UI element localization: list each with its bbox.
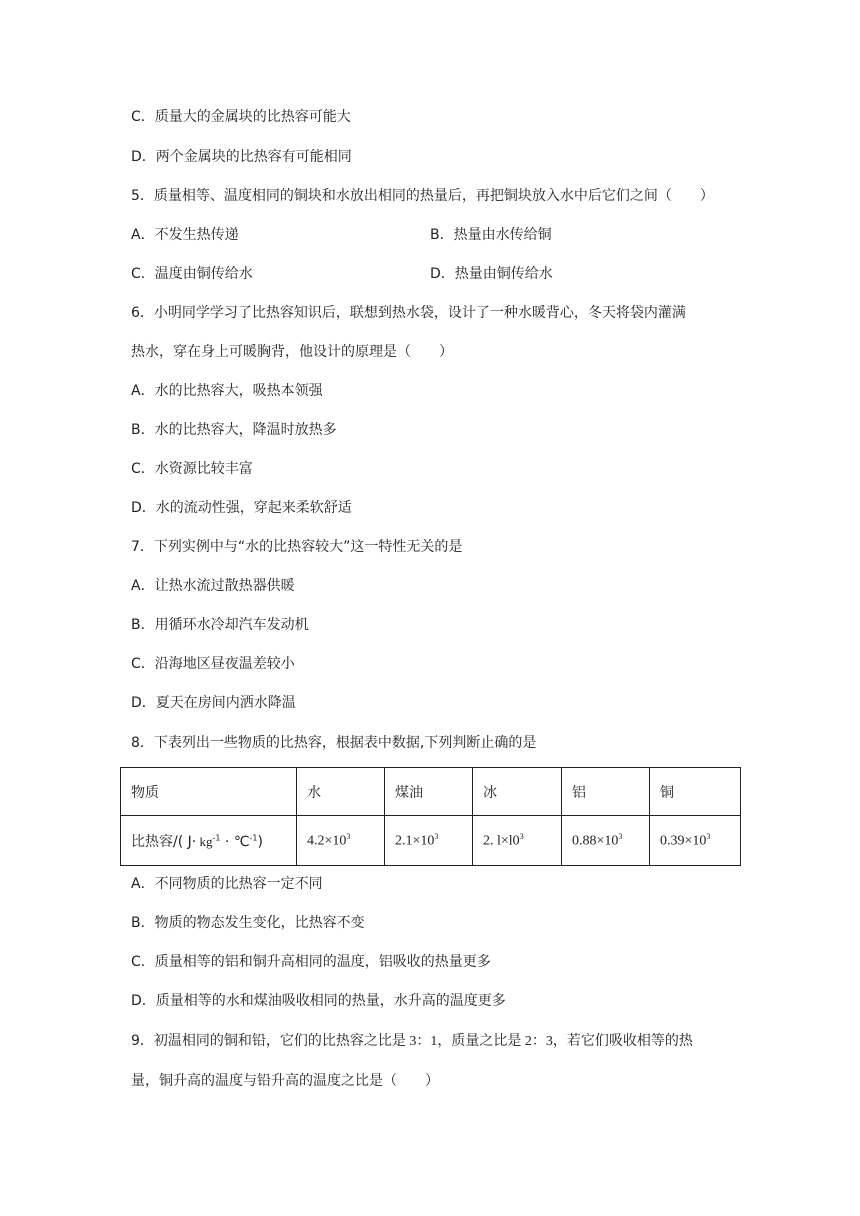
q7-option-b: B．用循环水冷却汽车发动机	[131, 617, 309, 633]
table-cell-value: $4.2\times 10^3$	[297, 816, 385, 866]
q7-option-c: C．沿海地区昼夜温差较小	[131, 656, 295, 672]
q8-option-b: B．物质的物态发生变化，比热容不变	[131, 915, 365, 931]
q7-option-d: D．夏天在房间内洒水降温	[131, 695, 296, 711]
q6-option-b: B．水的比热容大，降温时放热多	[131, 422, 337, 438]
q5-option-c: C．温度由铜传给水	[131, 266, 253, 282]
question-9-line-2: 量，铜升高的温度与铅升高的温度之比是（ ）	[131, 1073, 439, 1089]
table-header-cell: 煤油	[385, 768, 473, 816]
table-header-cell: 铝	[562, 768, 650, 816]
q4-option-d: D．两个金属块的比热容有可能相同	[131, 149, 352, 165]
question-6-line-1: 6．小明同学学习了比热容知识后，联想到热水袋，设计了一种水暖背心，冬天将袋内灌满	[131, 305, 686, 321]
q7-option-a: A．让热水流过散热器供暖	[131, 578, 295, 594]
specific-heat-table	[120, 767, 741, 866]
q5-option-b: B．热量由水传给铜	[430, 227, 552, 243]
q5-option-d: D．热量由铜传给水	[430, 266, 553, 282]
q8-option-c: C．质量相等的铝和铜升高相同的温度，铝吸收的热量更多	[131, 954, 491, 970]
row-label-cell: 比热容/( $J\cdot kg^{-1}$ · ℃$^{-1}$)	[121, 816, 297, 866]
table-cell-value: $0.88\times 10^3$	[562, 816, 650, 866]
table-header-cell: 冰	[473, 768, 562, 816]
q8-option-a: A．不同物质的比热容一定不同	[131, 876, 323, 892]
table-header-cell: 物质	[121, 768, 297, 816]
q6-option-d: D．水的流动性强，穿起来柔软舒适	[131, 500, 352, 516]
q8-option-d: D．质量相等的水和煤油吸收相同的热量，水升高的温度更多	[131, 993, 506, 1009]
table-cell-value: $2.1\times 10^3$	[385, 816, 473, 866]
table-cell-value: 2. $l\times l0^3$	[473, 816, 562, 866]
q4-option-c: C．质量大的金属块的比热容可能大	[131, 109, 351, 125]
q5-option-a: A．不发生热传递	[131, 227, 239, 243]
question-9-line-1: 9．初温相同的铜和铅，它们的比热容之比是 3：1，质量之比是 2：3，若它们吸收相等的热	[131, 1033, 693, 1049]
question-8: 8．下表列出一些物质的比热容，根据表中数据,下列判断止确的是	[131, 735, 537, 751]
table-row	[121, 816, 741, 866]
question-6-line-2: 热水，穿在身上可暖胸背，他设计的原理是（ ）	[131, 344, 453, 360]
table-header-cell: 铜	[650, 768, 741, 816]
q6-option-a: A．水的比热容大，吸热本领强	[131, 383, 323, 399]
q6-option-c: C．水资源比较丰富	[131, 461, 253, 477]
table-header-cell: 水	[297, 768, 385, 816]
question-7: 7．下列实例中与“水的比热容较大”这一特性无关的是	[131, 539, 463, 555]
table-header-row	[121, 768, 741, 816]
table-cell-value: $0.39\times 10^3$	[650, 816, 741, 866]
question-5: 5．质量相等、温度相同的铜块和水放出相同的热量后，再把铜块放入水中后它们之间（ ）	[131, 188, 714, 204]
